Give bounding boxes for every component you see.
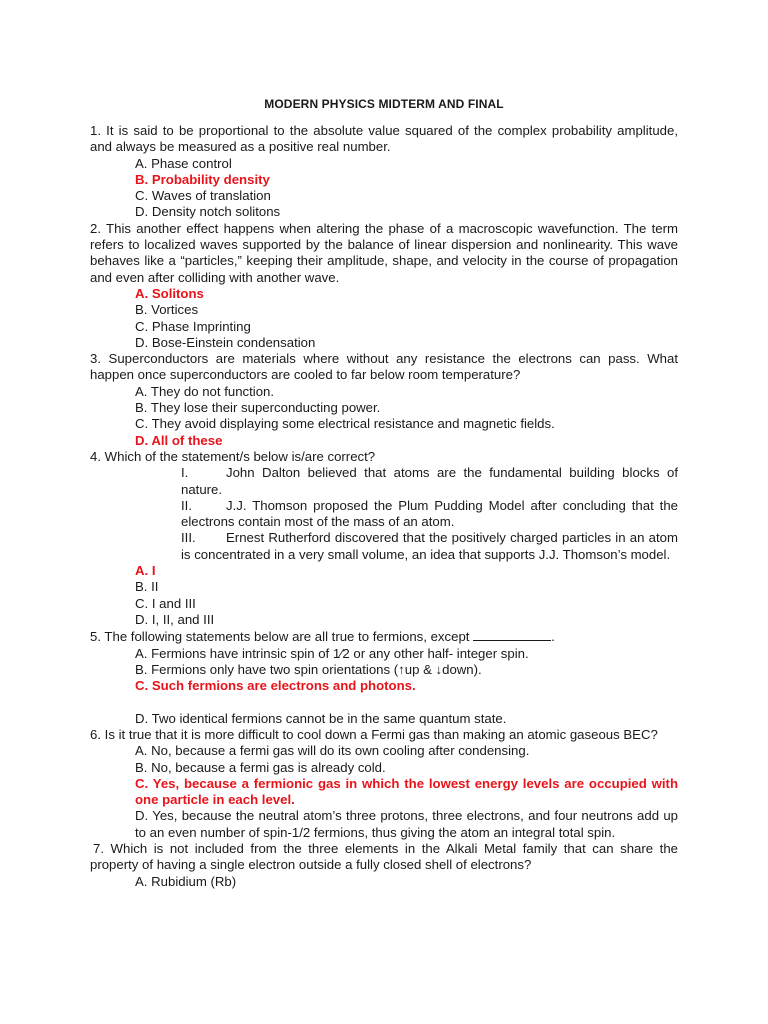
question-1-answer-b: B. Probability density [135, 171, 270, 187]
question-1-option-d: D. Density notch solitons [135, 204, 281, 220]
answer-blank [473, 628, 551, 641]
question-4-option-b: B. II [135, 579, 159, 595]
question-6-answer-c: C. Yes, because a fermionic gas in which the lowest energy levels are occupied with one particle in each level. [135, 775, 678, 808]
question-7-text: 7. Which is not included from the three elements in the Alkali Metal family that can share the property of having a single electron outside a fully closed shell of electrons? [90, 841, 678, 873]
question-3-option-a: A. They do not function. [135, 383, 275, 399]
question-4-option-d: D. I, II, and III [135, 611, 215, 627]
statement-text: J.J. Thomson proposed the Plum Pudding Model after concluding that the electrons contain most of the mass of an atom. [181, 497, 678, 530]
question-4-statement-2 [181, 498, 678, 531]
question-3-text: 3. Superconductors are materials where without any resistance the electrons can pass. What happen once superconductors are cooled to far below room temperature? [90, 351, 678, 383]
question-4-text: 4. Which of the statement/s below is/are correct? [90, 448, 376, 464]
question-6-text: 6. Is it true that it is more difficult to cool down a Fermi gas than making an atomic gaseous BEC? [90, 726, 658, 742]
question-3-option-c: C. They avoid displaying some electrical resistance and magnetic fields. [135, 416, 555, 432]
question-list [90, 123, 678, 890]
statement-numeral: III. [181, 530, 196, 546]
question-6-option-d: D. Yes, because the neutral atom’s three protons, three electrons, and four neutrons add up to an even number of spin-1/2 fermions, thus giving the atom an integral total spin. [135, 808, 678, 840]
statement-numeral: I. [181, 465, 189, 481]
question-2-option-b: B. Vortices [135, 302, 199, 318]
question-3-answer-d: D. All of these [135, 432, 223, 448]
spacer [90, 694, 678, 710]
statement-text: John Dalton believed that atoms are the fundamental building blocks of nature. [181, 465, 678, 497]
question-6-option-b: B. No, because a fermi gas is already cold. [135, 759, 386, 775]
question-2-option-d: D. Bose-Einstein condensation [135, 334, 316, 350]
question-2-text: 2. This another effect happens when altering the phase of a macroscopic wavefunction. The term refers to localized waves supported by the balance of linear dispersion and nonlinearity. This wave behaves like a “particles,” keeping their amplitude, shape, and velocity in the course of propagation and even after colliding with another wave. [90, 220, 678, 285]
question-5-text: 5. The following statements below are all true to fermions, except [90, 629, 470, 645]
question-5-answer-c: C. Such fermions are electrons and photons. [135, 678, 416, 694]
question-1-option-a: A. Phase control [135, 155, 232, 171]
question-1-option-c: C. Waves of translation [135, 188, 271, 204]
question-7-option-a: A. Rubidium (Rb) [135, 873, 237, 889]
document-title: MODERN PHYSICS MIDTERM AND FINAL [264, 97, 504, 111]
question-5 [90, 628, 678, 645]
statement-text: Ernest Rutherford discovered that the positively charged particles in an atom is concentrated in a very small volume, an idea that supports J.J. Thomson’s model. [181, 530, 678, 562]
question-6-option-a: A. No, because a fermi gas will do its own cooling after condensing. [135, 743, 530, 759]
question-5-option-a: A. Fermions have intrinsic spin of 1⁄2 or any other half- integer spin. [135, 645, 529, 661]
question-5-text-end: . [551, 629, 555, 645]
question-4-option-c: C. I and III [135, 595, 196, 611]
question-4-statement-1 [181, 465, 678, 498]
question-1-text: 1. It is said to be proportional to the absolute value squared of the complex probability amplitude, and always be measured as a positive real number. [90, 123, 678, 155]
question-3-option-b: B. They lose their superconducting power. [135, 400, 381, 416]
question-2-option-c: C. Phase Imprinting [135, 318, 251, 334]
question-2-answer-a: A. Solitons [135, 285, 204, 301]
question-5-option-d: D. Two identical fermions cannot be in the same quantum state. [135, 710, 507, 726]
question-4-statement-3 [181, 530, 678, 563]
statement-numeral: II. [181, 497, 192, 513]
question-5-option-b: B. Fermions only have two spin orientations (↑up & ↓down). [135, 661, 482, 677]
question-4-answer-a: A. I [135, 563, 156, 579]
